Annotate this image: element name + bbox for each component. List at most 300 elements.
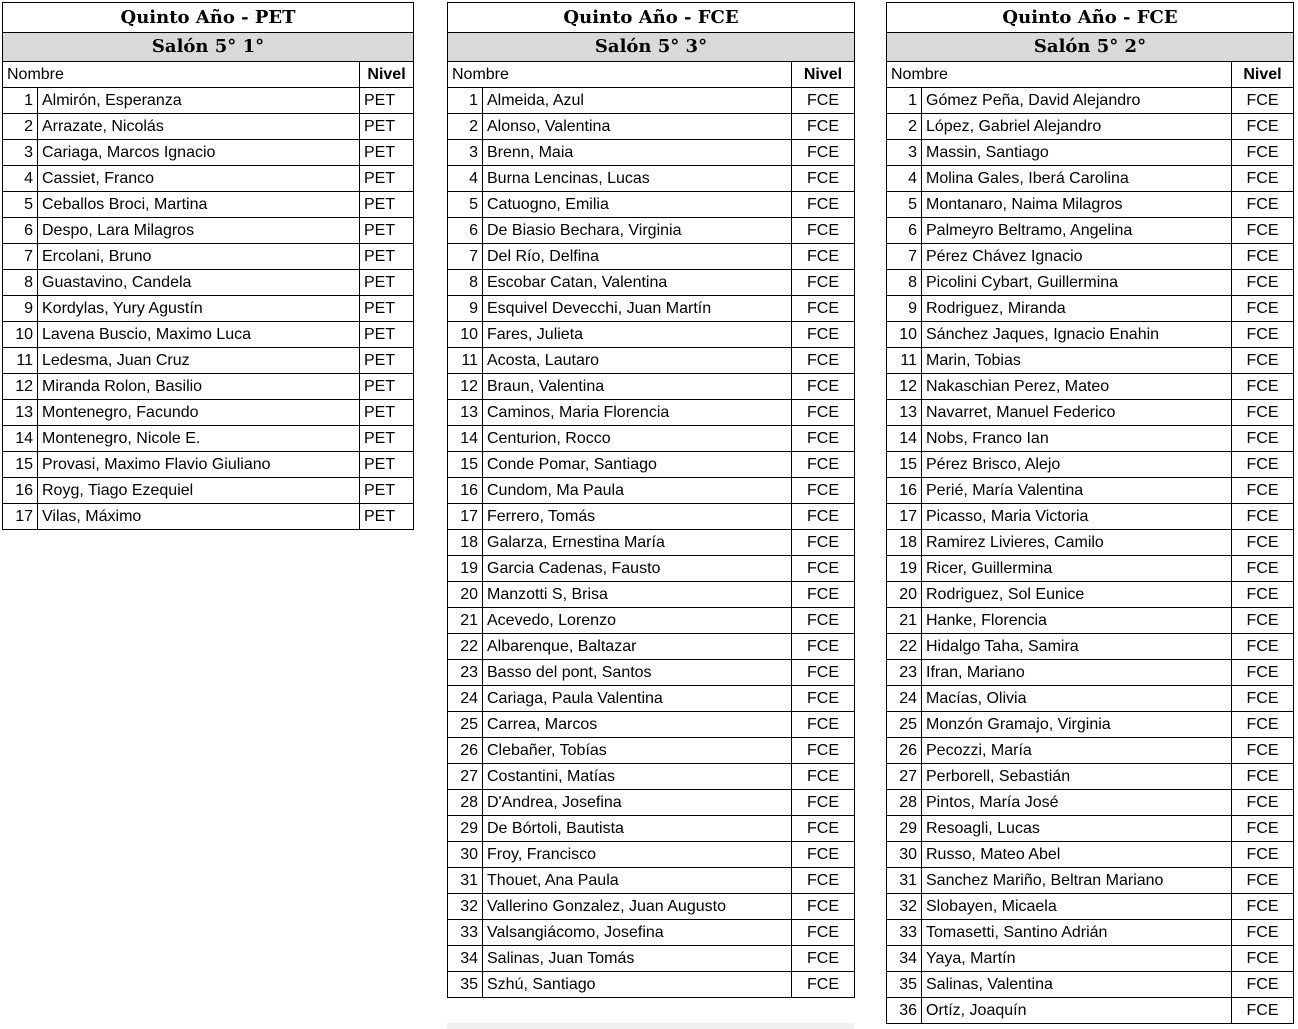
row-number: 6 bbox=[448, 218, 483, 244]
student-name: Lavena Buscio, Maximo Luca bbox=[38, 322, 360, 348]
student-name: Nobs, Franco Ian bbox=[922, 426, 1232, 452]
table-row bbox=[448, 608, 855, 634]
row-number: 4 bbox=[887, 166, 922, 192]
row-number: 15 bbox=[448, 452, 483, 478]
row-number: 2 bbox=[448, 114, 483, 140]
student-name: Navarret, Manuel Federico bbox=[922, 400, 1232, 426]
student-level: FCE bbox=[792, 816, 855, 842]
student-level: FCE bbox=[1232, 374, 1294, 400]
student-level: FCE bbox=[792, 166, 855, 192]
table-row bbox=[448, 374, 855, 400]
student-name: Marin, Tobias bbox=[922, 348, 1232, 374]
student-level: FCE bbox=[1232, 88, 1294, 114]
student-level: FCE bbox=[1232, 972, 1294, 998]
table-row bbox=[887, 270, 1294, 296]
student-level: FCE bbox=[792, 374, 855, 400]
row-number: 26 bbox=[887, 738, 922, 764]
table-quinto-fce-2 bbox=[886, 2, 1293, 1024]
row-number: 10 bbox=[3, 322, 38, 348]
table-row bbox=[448, 218, 855, 244]
student-level: FCE bbox=[792, 790, 855, 816]
student-name: Rodriguez, Miranda bbox=[922, 296, 1232, 322]
row-number: 34 bbox=[448, 946, 483, 972]
student-name: Clebañer, Tobías bbox=[483, 738, 792, 764]
table-row bbox=[448, 192, 855, 218]
student-level: FCE bbox=[1232, 218, 1294, 244]
row-number: 6 bbox=[3, 218, 38, 244]
student-name: Manzotti S, Brisa bbox=[483, 582, 792, 608]
table-row bbox=[448, 764, 855, 790]
table-row bbox=[3, 452, 414, 478]
row-number: 2 bbox=[3, 114, 38, 140]
table-row bbox=[887, 946, 1294, 972]
table-row bbox=[887, 374, 1294, 400]
row-number: 13 bbox=[887, 400, 922, 426]
student-name: Basso del pont, Santos bbox=[483, 660, 792, 686]
row-number: 17 bbox=[887, 504, 922, 530]
student-name: Ricer, Guillermina bbox=[922, 556, 1232, 582]
student-level: FCE bbox=[792, 400, 855, 426]
row-number: 6 bbox=[887, 218, 922, 244]
table-title: Quinto Año - FCE bbox=[887, 3, 1294, 33]
student-name: Sánchez Jaques, Ignacio Enahin bbox=[922, 322, 1232, 348]
row-number: 35 bbox=[448, 972, 483, 998]
student-name: Provasi, Maximo Flavio Giuliano bbox=[38, 452, 360, 478]
table-row bbox=[448, 296, 855, 322]
student-name: Valsangiácomo, Josefina bbox=[483, 920, 792, 946]
student-name: Monzón Gramajo, Virginia bbox=[922, 712, 1232, 738]
table-row bbox=[448, 400, 855, 426]
classroom-label: Salón 5° 3° bbox=[448, 33, 855, 62]
table-row bbox=[887, 998, 1294, 1024]
header-row bbox=[448, 62, 855, 88]
student-level: FCE bbox=[1232, 530, 1294, 556]
row-number: 35 bbox=[887, 972, 922, 998]
student-name: Garcia Cadenas, Fausto bbox=[483, 556, 792, 582]
table-row bbox=[887, 712, 1294, 738]
student-level: FCE bbox=[792, 868, 855, 894]
student-name: Tomasetti, Santino Adrián bbox=[922, 920, 1232, 946]
student-level: FCE bbox=[1232, 322, 1294, 348]
row-number: 15 bbox=[3, 452, 38, 478]
column-header-level: Nivel bbox=[360, 62, 414, 88]
student-name: Molina Gales, Iberá Carolina bbox=[922, 166, 1232, 192]
student-level: FCE bbox=[792, 530, 855, 556]
student-name: Salinas, Valentina bbox=[922, 972, 1232, 998]
student-name: Froy, Francisco bbox=[483, 842, 792, 868]
row-number: 20 bbox=[887, 582, 922, 608]
row-number: 8 bbox=[448, 270, 483, 296]
student-name: D'Andrea, Josefina bbox=[483, 790, 792, 816]
row-number: 18 bbox=[887, 530, 922, 556]
row-number: 10 bbox=[887, 322, 922, 348]
student-name: Almeida, Azul bbox=[483, 88, 792, 114]
row-number: 36 bbox=[887, 998, 922, 1024]
student-name: Cariaga, Marcos Ignacio bbox=[38, 140, 360, 166]
student-level: FCE bbox=[1232, 790, 1294, 816]
student-name: Salinas, Juan Tomás bbox=[483, 946, 792, 972]
student-name: Royg, Tiago Ezequiel bbox=[38, 478, 360, 504]
row-number: 31 bbox=[887, 868, 922, 894]
student-name: Picolini Cybart, Guillermina bbox=[922, 270, 1232, 296]
student-name: Ercolani, Bruno bbox=[38, 244, 360, 270]
table-row bbox=[448, 88, 855, 114]
student-level: FCE bbox=[792, 88, 855, 114]
table-row bbox=[887, 868, 1294, 894]
table-row bbox=[887, 166, 1294, 192]
student-level: FCE bbox=[1232, 452, 1294, 478]
student-level: PET bbox=[360, 426, 414, 452]
row-number: 23 bbox=[887, 660, 922, 686]
table-row bbox=[448, 114, 855, 140]
table-row bbox=[3, 322, 414, 348]
student-level: PET bbox=[360, 348, 414, 374]
table-row bbox=[3, 374, 414, 400]
table-row bbox=[3, 140, 414, 166]
student-level: FCE bbox=[1232, 166, 1294, 192]
table-row bbox=[448, 738, 855, 764]
table-row bbox=[3, 400, 414, 426]
row-number: 28 bbox=[887, 790, 922, 816]
row-number: 14 bbox=[887, 426, 922, 452]
student-level: FCE bbox=[792, 946, 855, 972]
student-level: FCE bbox=[792, 192, 855, 218]
student-level: FCE bbox=[792, 478, 855, 504]
student-name: Ramirez Livieres, Camilo bbox=[922, 530, 1232, 556]
student-level: FCE bbox=[1232, 608, 1294, 634]
table-row bbox=[887, 322, 1294, 348]
table-row bbox=[887, 530, 1294, 556]
student-level: PET bbox=[360, 114, 414, 140]
row-number: 23 bbox=[448, 660, 483, 686]
header-row bbox=[3, 62, 414, 88]
row-number: 10 bbox=[448, 322, 483, 348]
student-level: FCE bbox=[792, 426, 855, 452]
student-level: FCE bbox=[1232, 582, 1294, 608]
row-number: 15 bbox=[887, 452, 922, 478]
row-number: 9 bbox=[3, 296, 38, 322]
row-number: 1 bbox=[887, 88, 922, 114]
student-name: Pintos, María José bbox=[922, 790, 1232, 816]
table-row bbox=[3, 296, 414, 322]
student-level: PET bbox=[360, 452, 414, 478]
row-number: 19 bbox=[887, 556, 922, 582]
student-level: FCE bbox=[792, 270, 855, 296]
student-name: De Bórtoli, Bautista bbox=[483, 816, 792, 842]
table-row bbox=[3, 426, 414, 452]
student-name: Cariaga, Paula Valentina bbox=[483, 686, 792, 712]
student-level: FCE bbox=[792, 556, 855, 582]
row-number: 22 bbox=[448, 634, 483, 660]
student-level: PET bbox=[360, 244, 414, 270]
student-name: Fares, Julieta bbox=[483, 322, 792, 348]
table-row bbox=[448, 348, 855, 374]
student-level: FCE bbox=[1232, 920, 1294, 946]
student-level: FCE bbox=[792, 920, 855, 946]
table-row bbox=[448, 790, 855, 816]
student-level: PET bbox=[360, 400, 414, 426]
student-level: FCE bbox=[1232, 426, 1294, 452]
student-level: FCE bbox=[792, 972, 855, 998]
table-row bbox=[448, 660, 855, 686]
table-row bbox=[887, 582, 1294, 608]
row-number: 14 bbox=[3, 426, 38, 452]
student-name: Ledesma, Juan Cruz bbox=[38, 348, 360, 374]
student-name: Burna Lencinas, Lucas bbox=[483, 166, 792, 192]
student-level: FCE bbox=[792, 582, 855, 608]
table-row bbox=[448, 634, 855, 660]
table-row bbox=[448, 686, 855, 712]
student-level: FCE bbox=[1232, 244, 1294, 270]
column-header-level: Nivel bbox=[1232, 62, 1294, 88]
student-name: Braun, Valentina bbox=[483, 374, 792, 400]
student-level: FCE bbox=[1232, 504, 1294, 530]
row-number: 11 bbox=[448, 348, 483, 374]
student-level: PET bbox=[360, 504, 414, 530]
table-subtitle-row bbox=[3, 33, 414, 62]
row-number: 16 bbox=[887, 478, 922, 504]
column-header-name: Nombre bbox=[3, 62, 360, 88]
student-name: Carrea, Marcos bbox=[483, 712, 792, 738]
table-row bbox=[3, 166, 414, 192]
student-level: PET bbox=[360, 88, 414, 114]
row-number: 12 bbox=[448, 374, 483, 400]
student-name: Ferrero, Tomás bbox=[483, 504, 792, 530]
student-name: Montanaro, Naima Milagros bbox=[922, 192, 1232, 218]
table-subtitle-row bbox=[448, 33, 855, 62]
row-number: 28 bbox=[448, 790, 483, 816]
student-name: Perié, María Valentina bbox=[922, 478, 1232, 504]
table-row bbox=[3, 88, 414, 114]
row-number: 8 bbox=[3, 270, 38, 296]
student-level: FCE bbox=[792, 140, 855, 166]
table-title-row bbox=[3, 3, 414, 33]
classroom-label: Salón 5° 2° bbox=[887, 33, 1294, 62]
row-number: 7 bbox=[887, 244, 922, 270]
student-level: FCE bbox=[792, 608, 855, 634]
table-row bbox=[887, 608, 1294, 634]
student-name: Catuogno, Emilia bbox=[483, 192, 792, 218]
student-level: FCE bbox=[792, 218, 855, 244]
student-name: Palmeyro Beltramo, Angelina bbox=[922, 218, 1232, 244]
row-number: 18 bbox=[448, 530, 483, 556]
student-level: FCE bbox=[792, 114, 855, 140]
student-level: FCE bbox=[1232, 816, 1294, 842]
student-level: FCE bbox=[1232, 634, 1294, 660]
row-number: 9 bbox=[887, 296, 922, 322]
student-level: FCE bbox=[792, 634, 855, 660]
table-row bbox=[448, 868, 855, 894]
table-row bbox=[448, 712, 855, 738]
student-name: Brenn, Maia bbox=[483, 140, 792, 166]
table-row bbox=[3, 270, 414, 296]
row-number: 27 bbox=[448, 764, 483, 790]
student-name: Conde Pomar, Santiago bbox=[483, 452, 792, 478]
student-name: Slobayen, Micaela bbox=[922, 894, 1232, 920]
table-row bbox=[887, 738, 1294, 764]
student-name: Hanke, Florencia bbox=[922, 608, 1232, 634]
column-header-name: Nombre bbox=[448, 62, 792, 88]
student-name: De Biasio Bechara, Virginia bbox=[483, 218, 792, 244]
student-name: Yaya, Martín bbox=[922, 946, 1232, 972]
student-name: Galarza, Ernestina María bbox=[483, 530, 792, 556]
row-number: 7 bbox=[448, 244, 483, 270]
row-number: 30 bbox=[448, 842, 483, 868]
student-level: FCE bbox=[1232, 140, 1294, 166]
student-name: Acevedo, Lorenzo bbox=[483, 608, 792, 634]
student-level: PET bbox=[360, 322, 414, 348]
roster-table bbox=[886, 2, 1294, 1024]
student-level: FCE bbox=[1232, 712, 1294, 738]
row-number: 19 bbox=[448, 556, 483, 582]
table-row bbox=[887, 504, 1294, 530]
student-name: Gómez Peña, David Alejandro bbox=[922, 88, 1232, 114]
student-level: FCE bbox=[1232, 998, 1294, 1024]
row-number: 11 bbox=[887, 348, 922, 374]
row-number: 11 bbox=[3, 348, 38, 374]
row-number: 5 bbox=[448, 192, 483, 218]
row-number: 4 bbox=[3, 166, 38, 192]
table-row bbox=[887, 140, 1294, 166]
student-name: Vilas, Máximo bbox=[38, 504, 360, 530]
student-name: Almirón, Esperanza bbox=[38, 88, 360, 114]
row-number: 24 bbox=[887, 686, 922, 712]
table-row bbox=[887, 972, 1294, 998]
table-row bbox=[887, 452, 1294, 478]
table-row bbox=[887, 920, 1294, 946]
table-quinto-fce-3 bbox=[447, 2, 854, 998]
row-number: 26 bbox=[448, 738, 483, 764]
student-level: FCE bbox=[1232, 270, 1294, 296]
student-level: FCE bbox=[792, 660, 855, 686]
table-quinto-pet bbox=[2, 2, 413, 530]
student-level: PET bbox=[360, 270, 414, 296]
student-name: Albarenque, Baltazar bbox=[483, 634, 792, 660]
row-number: 16 bbox=[3, 478, 38, 504]
row-number: 33 bbox=[448, 920, 483, 946]
student-level: FCE bbox=[792, 244, 855, 270]
student-name: Picasso, Maria Victoria bbox=[922, 504, 1232, 530]
student-name: Russo, Mateo Abel bbox=[922, 842, 1232, 868]
student-name: Centurion, Rocco bbox=[483, 426, 792, 452]
row-number: 14 bbox=[448, 426, 483, 452]
table-title: Quinto Año - FCE bbox=[448, 3, 855, 33]
row-number: 24 bbox=[448, 686, 483, 712]
row-number: 13 bbox=[448, 400, 483, 426]
row-number: 32 bbox=[887, 894, 922, 920]
row-number: 13 bbox=[3, 400, 38, 426]
student-level: FCE bbox=[792, 322, 855, 348]
student-name: Escobar Catan, Valentina bbox=[483, 270, 792, 296]
student-name: Massin, Santiago bbox=[922, 140, 1232, 166]
student-level: PET bbox=[360, 218, 414, 244]
table-row bbox=[448, 582, 855, 608]
student-name: Alonso, Valentina bbox=[483, 114, 792, 140]
student-level: FCE bbox=[792, 712, 855, 738]
student-level: FCE bbox=[1232, 842, 1294, 868]
student-level: FCE bbox=[792, 348, 855, 374]
table-row bbox=[887, 400, 1294, 426]
student-name: Miranda Rolon, Basilio bbox=[38, 374, 360, 400]
row-number: 32 bbox=[448, 894, 483, 920]
student-name: Thouet, Ana Paula bbox=[483, 868, 792, 894]
table-title-row bbox=[448, 3, 855, 33]
row-number: 30 bbox=[887, 842, 922, 868]
student-level: FCE bbox=[1232, 114, 1294, 140]
student-level: PET bbox=[360, 478, 414, 504]
table-row bbox=[448, 842, 855, 868]
row-number: 29 bbox=[448, 816, 483, 842]
row-number: 17 bbox=[3, 504, 38, 530]
student-level: FCE bbox=[792, 764, 855, 790]
roster-table bbox=[2, 2, 414, 530]
student-level: PET bbox=[360, 140, 414, 166]
table-row bbox=[887, 88, 1294, 114]
table-row bbox=[887, 686, 1294, 712]
row-number: 1 bbox=[448, 88, 483, 114]
row-number: 5 bbox=[3, 192, 38, 218]
student-level: FCE bbox=[792, 504, 855, 530]
student-name: Perborell, Sebastián bbox=[922, 764, 1232, 790]
student-name: Resoagli, Lucas bbox=[922, 816, 1232, 842]
row-number: 2 bbox=[887, 114, 922, 140]
classroom-label: Salón 5° 1° bbox=[3, 33, 414, 62]
row-number: 3 bbox=[448, 140, 483, 166]
row-number: 20 bbox=[448, 582, 483, 608]
student-name: Ortíz, Joaquín bbox=[922, 998, 1232, 1024]
table-row bbox=[448, 426, 855, 452]
table-row bbox=[887, 244, 1294, 270]
student-name: Despo, Lara Milagros bbox=[38, 218, 360, 244]
row-number: 27 bbox=[887, 764, 922, 790]
student-name: López, Gabriel Alejandro bbox=[922, 114, 1232, 140]
student-name: Macías, Olivia bbox=[922, 686, 1232, 712]
student-level: PET bbox=[360, 374, 414, 400]
student-level: FCE bbox=[792, 452, 855, 478]
table-row bbox=[3, 504, 414, 530]
table-row bbox=[448, 556, 855, 582]
table-row bbox=[448, 894, 855, 920]
row-number: 9 bbox=[448, 296, 483, 322]
row-number: 1 bbox=[3, 88, 38, 114]
student-level: FCE bbox=[792, 738, 855, 764]
row-number: 4 bbox=[448, 166, 483, 192]
row-number: 8 bbox=[887, 270, 922, 296]
table-row bbox=[887, 660, 1294, 686]
student-name: Pérez Chávez Ignacio bbox=[922, 244, 1232, 270]
row-number: 25 bbox=[887, 712, 922, 738]
table-row bbox=[448, 920, 855, 946]
row-number: 17 bbox=[448, 504, 483, 530]
student-level: FCE bbox=[1232, 946, 1294, 972]
student-level: PET bbox=[360, 296, 414, 322]
table-row bbox=[448, 816, 855, 842]
row-number: 34 bbox=[887, 946, 922, 972]
student-level: FCE bbox=[1232, 660, 1294, 686]
student-level: FCE bbox=[1232, 738, 1294, 764]
scroll-edge-strip bbox=[447, 1023, 854, 1029]
table-row bbox=[3, 218, 414, 244]
student-level: FCE bbox=[792, 686, 855, 712]
row-number: 3 bbox=[887, 140, 922, 166]
student-level: FCE bbox=[792, 296, 855, 322]
column-header-level: Nivel bbox=[792, 62, 855, 88]
table-row bbox=[887, 790, 1294, 816]
table-row bbox=[887, 842, 1294, 868]
table-row bbox=[3, 244, 414, 270]
table-row bbox=[887, 218, 1294, 244]
student-name: Caminos, Maria Florencia bbox=[483, 400, 792, 426]
